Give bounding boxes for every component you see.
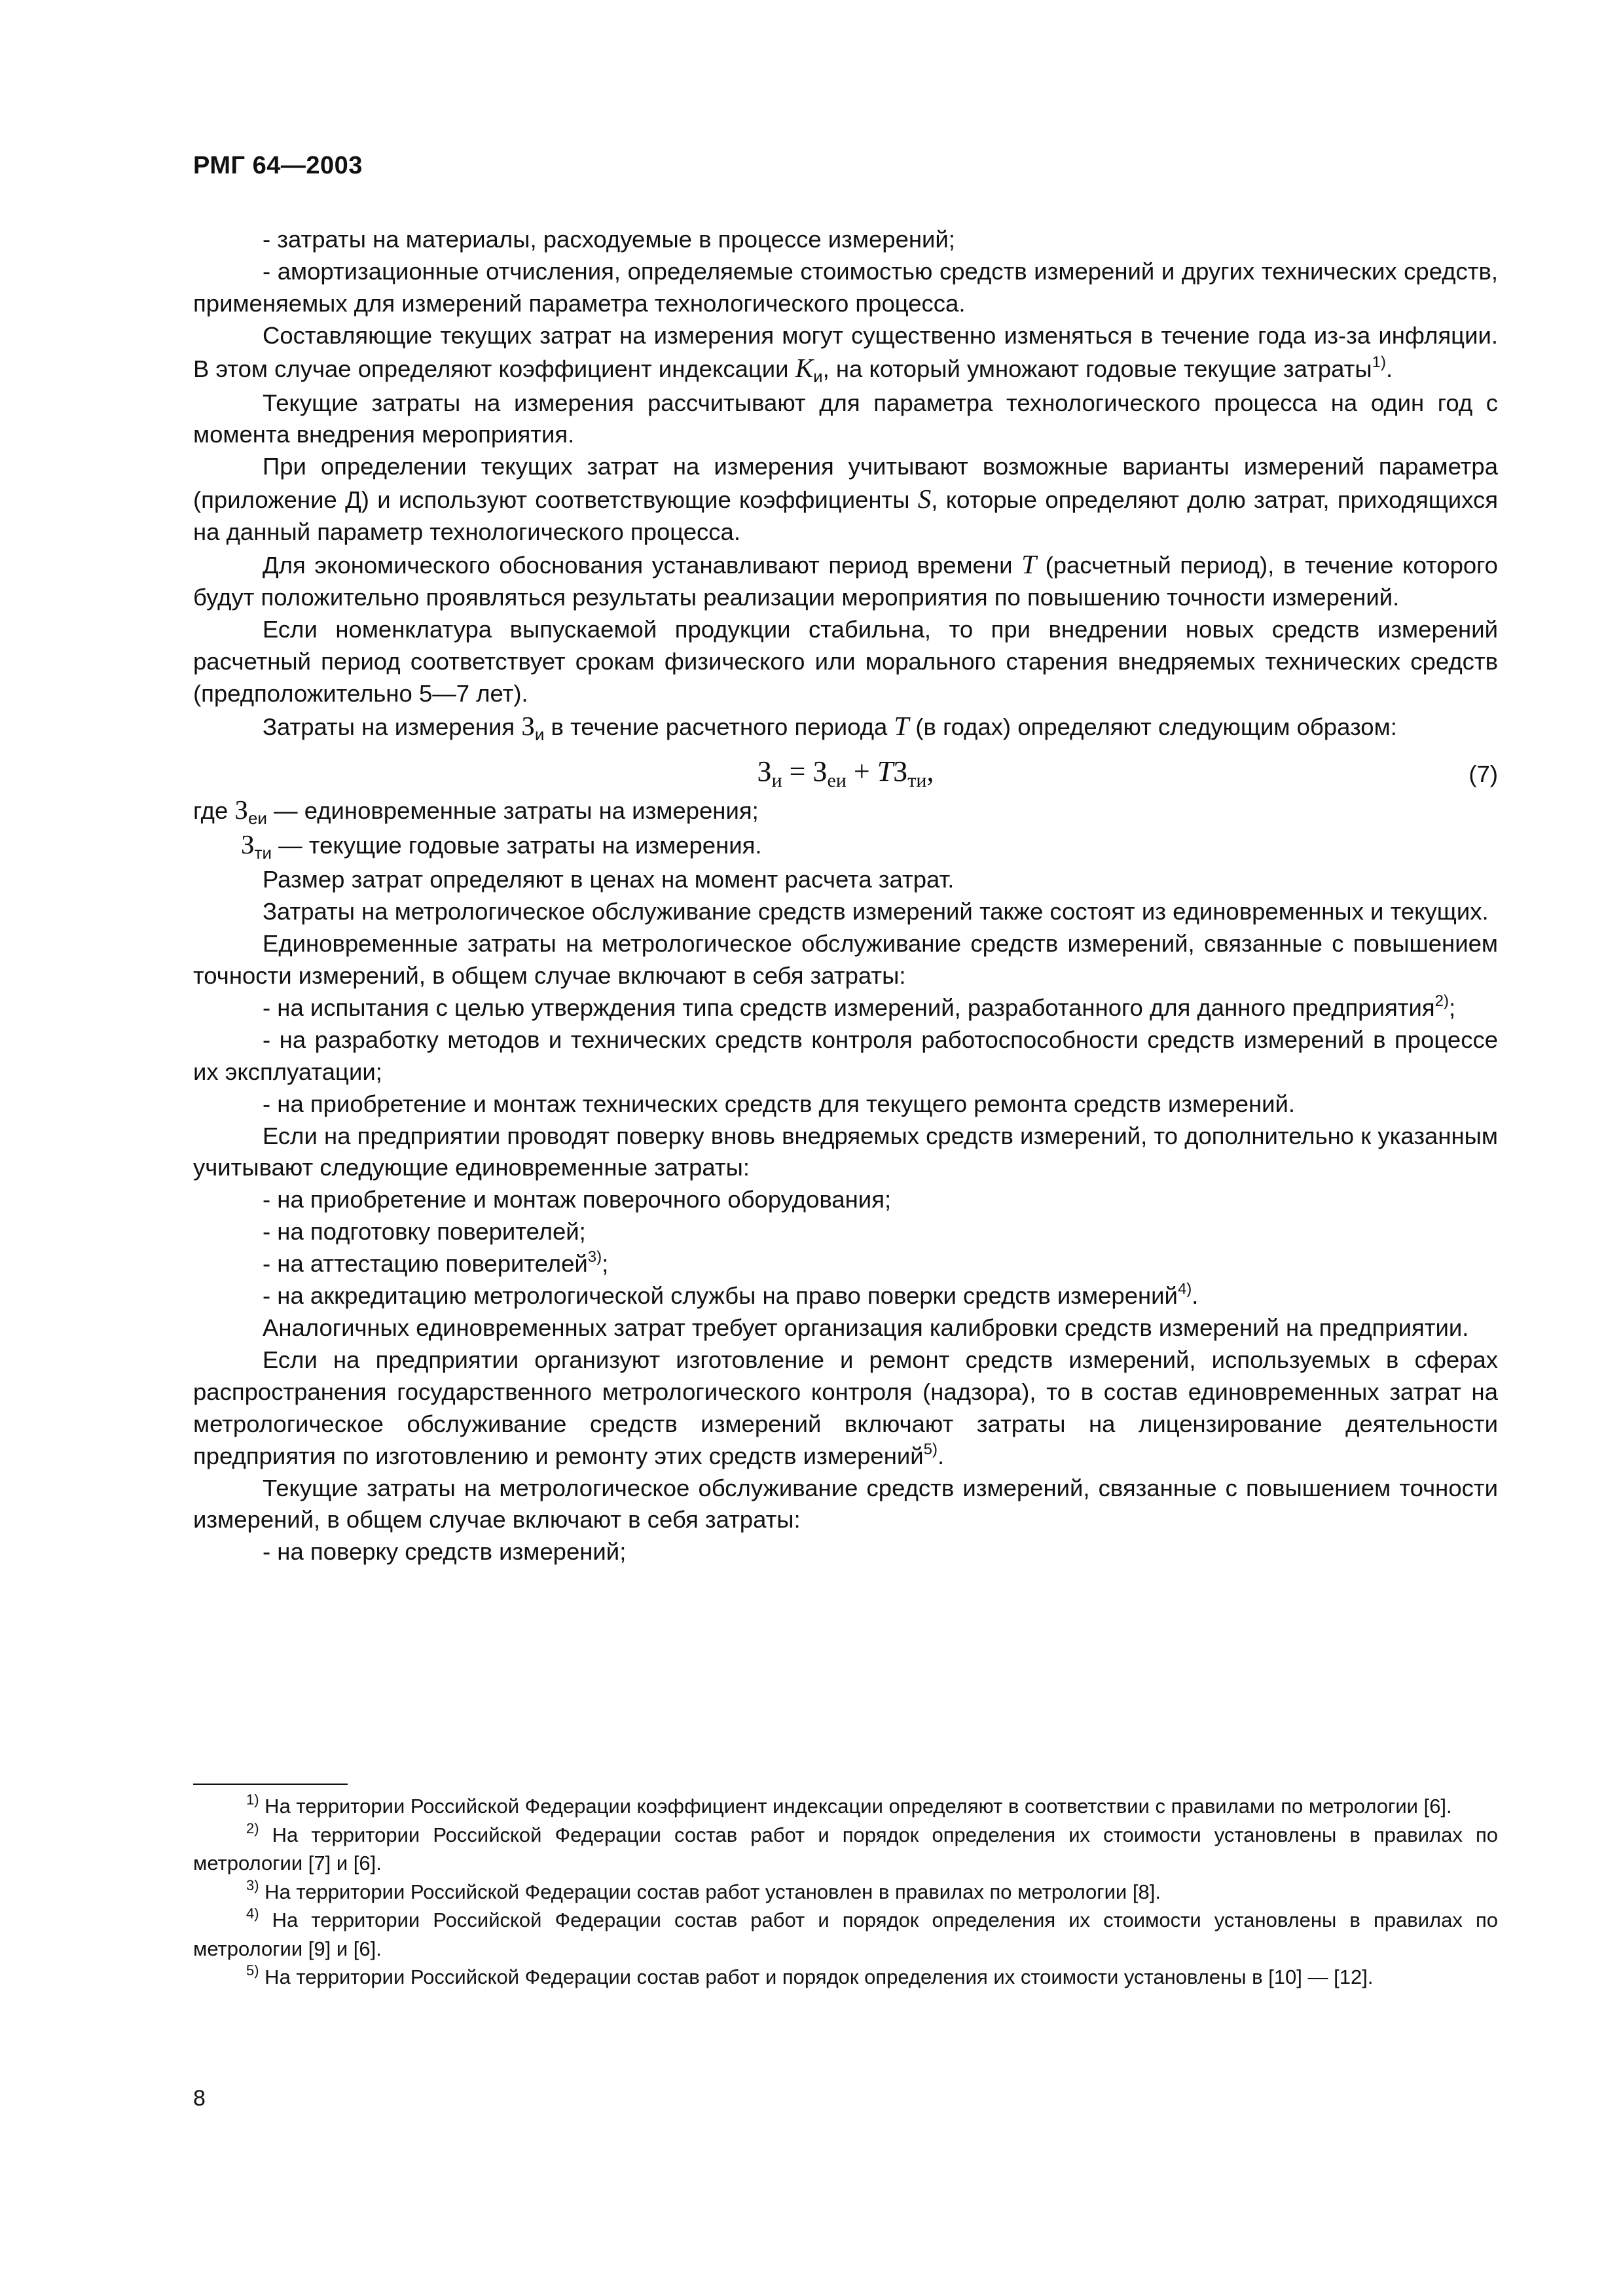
paragraph bbox=[193, 928, 1498, 992]
paragraph bbox=[193, 1280, 1498, 1312]
paragraph bbox=[193, 224, 1498, 256]
document-code-header: РМГ 64—2003 bbox=[193, 152, 363, 179]
paragraph-text: - на подготовку поверителей; bbox=[263, 1218, 586, 1246]
paragraph-text: Составляющие текущих затрат на измерения могут существенно изменяться в течение года из-за инфляции. В этом случае определяют коэффициент индексации bbox=[193, 321, 1498, 382]
paragraph-text: Затраты на метрологическое обслуживание средств измерений также состоят из единовременных и текущих. bbox=[263, 898, 1489, 925]
paragraph bbox=[193, 1473, 1498, 1537]
cost-symbol: З bbox=[521, 710, 535, 741]
paragraph bbox=[193, 1344, 1498, 1473]
footnote-text: На территории Российской Федерации состав работ и порядок определения их стоимости установлены в [10] — [12]. bbox=[259, 1965, 1374, 1988]
paragraph bbox=[193, 1312, 1498, 1344]
formula-operator: = bbox=[782, 755, 813, 787]
cost-symbol: З bbox=[241, 829, 255, 860]
paragraph bbox=[193, 992, 1498, 1024]
formula-7 bbox=[193, 745, 1498, 794]
paragraph-text: . bbox=[938, 1442, 945, 1469]
paragraph bbox=[193, 1184, 1498, 1216]
footnote-ref-4[interactable]: 4) bbox=[1177, 1280, 1192, 1299]
paragraph bbox=[193, 1121, 1498, 1185]
footnote-divider bbox=[193, 1784, 348, 1785]
paragraph-text: Текущие затраты на метрологическое обслуживание средств измерений, связанные с повышением точности измерений, в общем случае включают в себя затраты: bbox=[193, 1474, 1498, 1534]
paragraph-text: (в годах) определяют следующим образом: bbox=[909, 713, 1397, 740]
paragraph-text: - на приобретение и монтаж технических средств для текущего ремонта средств измерений. bbox=[263, 1090, 1296, 1117]
footnote-ref-2[interactable]: 2) bbox=[1434, 992, 1449, 1010]
paragraph-text: (расчетный период), в течение которого будут положительно проявляться результаты реализации мероприятия по повышению точности измерений. bbox=[193, 552, 1498, 611]
paragraph-text: . bbox=[1385, 355, 1393, 382]
footnote-text: На территории Российской Федерации состав работ и порядок определения их стоимости установлены в правилах по метрологии [9] и [6]. bbox=[193, 1909, 1498, 1960]
paragraph bbox=[193, 864, 1498, 896]
formula-subscript: еи bbox=[827, 769, 847, 791]
paragraph-text: Текущие затраты на измерения рассчитывают для параметра технологического процесса на один год с момента внедрения мероприятия. bbox=[193, 389, 1498, 448]
paragraph-text: При определении текущих затрат на измерения учитывают возможные варианты измерений параметра (приложение Д) и используют соответствующие коэффициенты bbox=[193, 453, 1498, 514]
footnote-text: На территории Российской Федерации коэффициент индексации определяют в соответствии с правилами по метрологии [6]. bbox=[259, 1795, 1452, 1818]
equation-number: (7) bbox=[1468, 760, 1498, 787]
paragraph bbox=[193, 320, 1498, 387]
footnote-3 bbox=[193, 1878, 1498, 1907]
symbol-subscript: и bbox=[813, 366, 823, 386]
formula-subscript: ти bbox=[907, 769, 927, 791]
paragraph bbox=[193, 387, 1498, 452]
paragraph bbox=[193, 614, 1498, 710]
paragraph-text: - затраты на материалы, расходуемые в процессе измерений; bbox=[263, 226, 955, 253]
paragraph bbox=[193, 1216, 1498, 1248]
paragraph-text: Аналогичных единовременных затрат требует организация калибровки средств измерений на предприятии. bbox=[263, 1314, 1469, 1341]
paragraph-text: - на аттестацию поверителей bbox=[263, 1250, 588, 1278]
symbol-subscript: еи bbox=[247, 808, 267, 828]
paragraph-text: ; bbox=[602, 1250, 609, 1278]
formula-symbol: З bbox=[757, 755, 772, 787]
paragraph bbox=[193, 1088, 1498, 1121]
footnote-text: На территории Российской Федерации состав работ и порядок определения их стоимости установлены в правилах по метрологии [7] и [6]. bbox=[193, 1823, 1498, 1874]
main-text bbox=[193, 224, 1498, 1568]
paragraph-text: Размер затрат определяют в ценах на момент расчета затрат. bbox=[263, 866, 955, 893]
paragraph-text: Для экономического обоснования устанавливают период времени bbox=[263, 552, 1022, 579]
period-t-symbol: T bbox=[894, 710, 909, 741]
paragraph bbox=[193, 451, 1498, 548]
footnote-ref-1[interactable]: 1) bbox=[1372, 353, 1386, 371]
paragraph bbox=[193, 1536, 1498, 1568]
paragraph-text: - на приобретение и монтаж поверочного оборудования; bbox=[263, 1186, 892, 1213]
footnote-2 bbox=[193, 1821, 1498, 1878]
paragraph-text: Единовременные затраты на метрологическое обслуживание средств измерений, связанные с повышением точности измерений, в общем случае включают в себя затраты: bbox=[193, 930, 1498, 990]
footnote-1 bbox=[193, 1792, 1498, 1821]
formula-symbol: T bbox=[877, 755, 894, 787]
period-t-symbol: T bbox=[1021, 549, 1036, 580]
footnote-marker: 5) bbox=[246, 1962, 259, 1979]
paragraph-text: ; bbox=[1448, 994, 1456, 1021]
formula-symbol: З bbox=[893, 755, 908, 787]
paragraph-text: . bbox=[1192, 1282, 1199, 1310]
paragraph-text: Затраты на измерения bbox=[263, 713, 522, 740]
footnote-5 bbox=[193, 1963, 1498, 1992]
paragraph bbox=[193, 1248, 1498, 1280]
footnote-marker: 2) bbox=[246, 1820, 259, 1837]
paragraph-text: Если на предприятии организуют изготовление и ремонт средств измерений, используемых в сферах распространения государственного метрологического контроля (надзора), то в состав единовременных затрат на метрологическое обслуживание средств измерений включают затраты на лицензирование деятельности предприятия по изготовлению и ремонту этих средств измерений bbox=[193, 1346, 1498, 1469]
footnote-marker: 1) bbox=[246, 1791, 259, 1808]
footnote-ref-5[interactable]: 5) bbox=[923, 1440, 938, 1458]
page-number: 8 bbox=[193, 2086, 206, 2111]
paragraph bbox=[193, 710, 1498, 745]
index-coefficient-symbol: K bbox=[795, 352, 814, 383]
footnote-4 bbox=[193, 1906, 1498, 1963]
footnote-text: На территории Российской Федерации состав работ установлен в правилах по метрологии [8]. bbox=[259, 1880, 1161, 1903]
paragraph-text: - на аккредитацию метрологической службы на право поверки средств измерений bbox=[263, 1282, 1178, 1310]
where-line bbox=[193, 829, 1498, 864]
coefficient-s-symbol: S bbox=[917, 484, 932, 514]
paragraph-text: Если номенклатура выпускаемой продукции стабильна, то при внедрении новых средств измерений расчетный период соответствует срокам физического или морального старения внедряемых технических средств (предположительно 5—7 лет). bbox=[193, 615, 1498, 707]
paragraph-text: , которые определяют долю затрат, приходящихся на данный параметр технологического процесса. bbox=[193, 486, 1498, 546]
paragraph-text: — единовременные затраты на измерения; bbox=[266, 797, 759, 824]
where-line bbox=[193, 794, 1498, 829]
cost-symbol: З bbox=[234, 794, 248, 825]
paragraph bbox=[193, 256, 1498, 320]
footnote-marker: 3) bbox=[246, 1876, 259, 1893]
formula-operator: + bbox=[846, 755, 877, 787]
paragraph-text: в течение расчетного периода bbox=[544, 713, 894, 740]
paragraph bbox=[193, 548, 1498, 614]
paragraph bbox=[193, 1024, 1498, 1088]
formula-expression bbox=[193, 756, 1498, 791]
footnote-marker: 4) bbox=[246, 1905, 259, 1922]
paragraph-text: где bbox=[193, 797, 235, 824]
paragraph-text: - на поверку средств измерений; bbox=[263, 1538, 627, 1566]
paragraph-text: — текущие годовые затраты на измерения. bbox=[271, 832, 762, 859]
paragraph-text: , на который умножают годовые текущие затраты bbox=[822, 355, 1372, 382]
paragraph-text: - на разработку методов и технических средств контроля работоспособности средств измерений в процессе их эксплуатации; bbox=[193, 1026, 1498, 1085]
formula-subscript: и bbox=[771, 769, 782, 791]
formula-symbol: З bbox=[812, 755, 828, 787]
footnotes bbox=[193, 1792, 1498, 1992]
symbol-subscript: и bbox=[534, 724, 545, 744]
paragraph-text: - амортизационные отчисления, определяемые стоимостью средств измерений и других технических средств, применяемых для измерений параметра технологического процесса. bbox=[193, 257, 1498, 317]
formula-punctuation: , bbox=[926, 755, 934, 787]
paragraph-text: - на испытания с целью утверждения типа средств измерений, разработанного для данного предприятия bbox=[263, 994, 1435, 1021]
paragraph-text: Если на предприятии проводят поверку вновь внедряемых средств измерений, то дополнительно к указанным учитывают следующие единовременные затраты: bbox=[193, 1122, 1498, 1181]
symbol-subscript: ти bbox=[254, 843, 272, 863]
paragraph bbox=[193, 896, 1498, 928]
footnote-ref-3[interactable]: 3) bbox=[587, 1248, 602, 1266]
